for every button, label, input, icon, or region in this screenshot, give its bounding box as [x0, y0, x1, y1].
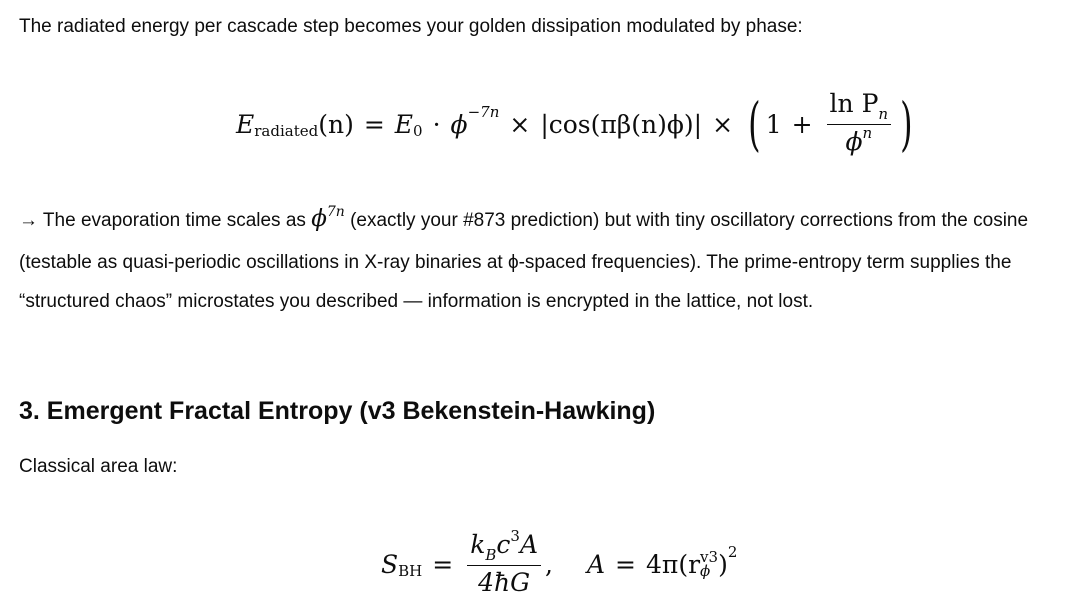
eq2-num-k-sub: B [485, 546, 497, 564]
eq1-equals: = [363, 109, 385, 139]
eq1-frac-num: ln P [829, 88, 879, 118]
classical-area-law-label: Classical area law: [19, 456, 178, 477]
eq1-plus: + [791, 109, 813, 139]
eq1-times-1: × [509, 109, 531, 139]
eq1-E: E [236, 109, 255, 139]
eq2-fraction [467, 527, 541, 598]
eq1-phi: ϕ [450, 109, 468, 139]
eq2-num-A: A [519, 530, 539, 559]
eq2-sub-BH: BH [398, 562, 423, 580]
inline-phi-exp: 7n [326, 204, 345, 220]
eq1-arg: (n) [318, 109, 354, 139]
eq1-E0: E [394, 109, 414, 139]
eq2-S: S [381, 549, 399, 579]
intro-text: The radiated energy per cascade step becomes your golden dissipation modulated by phase: [19, 16, 803, 37]
paragraph-lead: → The evaporation time scales as [19, 210, 306, 231]
eq1-one: 1 [765, 109, 782, 139]
eq1-right-paren: ) [900, 90, 913, 158]
paragraph-rest: (exactly your #873 prediction) but with tiny oscillatory corrections from the cosine (testable as quasi-periodic oscillations in X-ray binaries at ϕ-spaced frequencies). The prime-entropy term supplies the “structured chaos” microstates you described — information is encrypted in the lattice, not lost. [19, 210, 1029, 312]
eq1-left-paren: ( [748, 90, 761, 158]
eq1-zero: 0 [413, 122, 423, 140]
eq1-abs-cos: |cos(πβ(n)ϕ)| [540, 109, 703, 139]
eq2-num-c-sup: 3 [510, 527, 520, 545]
eq1-exp: −7n [467, 103, 500, 121]
eq1-frac-den: ϕ [845, 126, 863, 156]
eq1-sub-radiated: radiated [254, 122, 319, 140]
eq2-equals-2: = [615, 549, 636, 579]
eq2-den: 4ħG [478, 568, 531, 597]
eq2-comma: , [545, 549, 553, 579]
eq2-equals: = [432, 549, 454, 579]
eq2-num-c: c [496, 530, 511, 559]
eq2-square: 2 [727, 543, 738, 561]
evaporation-paragraph [19, 200, 1089, 322]
eq2-r-sup: v3 [700, 548, 719, 566]
bekenstein-hawking-equation [381, 529, 737, 599]
eq2-rhs: 4π(r [645, 549, 701, 579]
eq1-frac-num-sub: n [878, 104, 889, 123]
eq2-rhs-close: ) [718, 549, 728, 579]
section-heading: 3. Emergent Fractal Entropy (v3 Bekenstein-Hawking) [19, 397, 656, 425]
eq1-times-2: × [712, 109, 734, 139]
eq1-fraction [827, 89, 892, 160]
eq2-r-sub: ϕ [700, 562, 711, 580]
eq1-frac-den-sup: n [862, 123, 873, 142]
radiated-energy-equation [236, 86, 918, 162]
eq2-num-k: k [470, 530, 486, 559]
inline-phi: ϕ [311, 206, 327, 232]
eq2-A: A [586, 549, 606, 579]
eq1-cdot: · [432, 109, 441, 139]
